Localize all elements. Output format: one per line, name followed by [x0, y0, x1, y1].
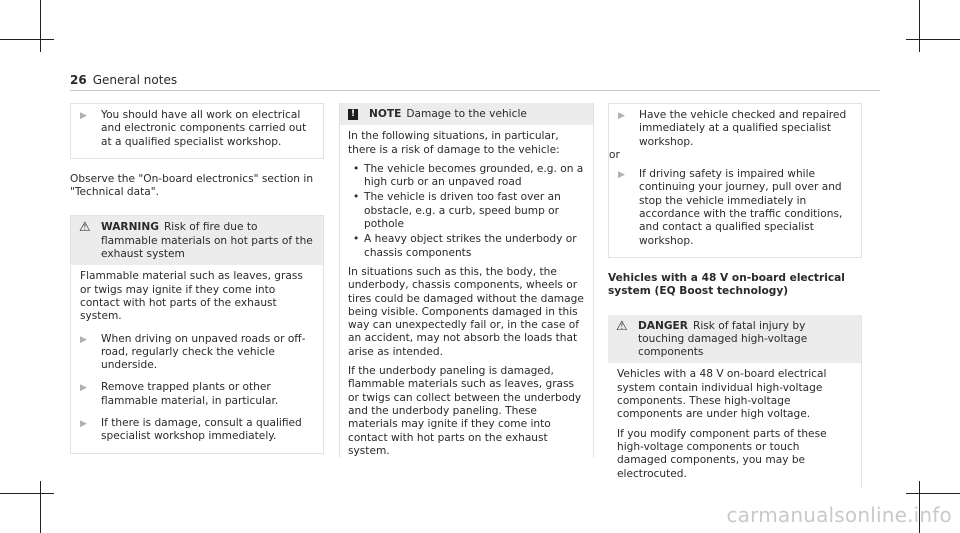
warning-box	[70, 215, 324, 453]
instruction-box	[70, 103, 324, 159]
step-text: Remove trapped plants or other flammable material, in particular.	[101, 381, 279, 407]
danger-header	[608, 315, 861, 364]
page-header	[70, 72, 177, 88]
note-paragraph: In situations such as this, the body, the underbody, chassis components, wheels or tires could be damaged without the damage being visible. Components damaged in this way can unexpectedly fail or, in the case of an accident, may not absorb the loads that arise as intended.	[348, 265, 584, 358]
crop-mark	[906, 39, 960, 40]
watermark-text: carmanualsonline.info	[726, 503, 952, 527]
header-divider	[70, 90, 880, 91]
note-signal-word: NOTE	[369, 108, 402, 120]
crop-mark	[0, 39, 54, 40]
step-arrow-icon: ▶	[80, 419, 87, 430]
instruction-step	[80, 109, 314, 149]
warning-header	[71, 216, 323, 265]
warning-step	[80, 381, 314, 408]
danger-paragraph: Vehicles with a 48 V on-board electrical system contain individual high-voltage components. These high-voltage components are under high voltage.	[617, 368, 827, 421]
warning-step	[80, 417, 314, 444]
note-heading: Damage to the vehicle	[406, 108, 527, 120]
step-text: When driving on unpaved roads or off-road, regularly check the vehicle underside.	[101, 332, 306, 372]
observe-text: Observe the "On-board electronics" section in "Technical data".	[70, 172, 314, 199]
danger-signal-word: DANGER	[638, 319, 688, 332]
note-intro: In the following situations, in particular, there is a risk of damage to the vehicle:	[348, 130, 560, 156]
or-text: or	[609, 148, 620, 161]
step-arrow-icon: ▶	[80, 383, 87, 394]
step-arrow-icon: ▶	[80, 334, 87, 345]
list-item: • The vehicle becomes grounded, e.g. on a high curb or an unpaved road	[348, 163, 584, 190]
list-item: • The vehicle is driven too fast over an obstacle, e.g. a curb, speed bump or pothole	[348, 191, 584, 231]
page-number: 26	[70, 73, 87, 87]
note-paragraph: If the underbody paneling is damaged, flammable materials such as leaves, grass or twigs can collect between the underbody and the underbody paneling. These materials may ignite if they come into contact with hot parts on the exhaust system.	[348, 365, 582, 457]
crop-mark	[40, 0, 41, 52]
column-middle	[339, 103, 593, 465]
crop-mark	[40, 481, 41, 533]
section-heading: Vehicles with a 48 V on-board electrical system (EQ Boost technology)	[608, 271, 845, 298]
step-arrow-icon: ▶	[618, 170, 625, 181]
danger-triangle-icon: ⚠	[616, 318, 628, 334]
warning-body-text: Flammable material such as leaves, grass or twigs may ignite if they come into contact with hot parts of the exhaust system.	[80, 270, 303, 323]
note-header	[339, 103, 593, 125]
column-divider	[339, 103, 340, 458]
warning-heading: Risk of fire due to flammable materials on hot parts of the exhaust system	[101, 221, 313, 261]
warning-triangle-icon: ⚠	[79, 220, 91, 236]
danger-box	[608, 315, 862, 488]
note-bullet-list	[348, 163, 584, 260]
danger-paragraph: If you modify component parts of these high-voltage components or touch damaged components, you may be electrocuted.	[617, 427, 827, 480]
section-title: General notes	[92, 73, 178, 87]
instruction-box	[608, 103, 862, 258]
step-text: You should have all work on electrical and electronic components carried out at a qualified specialist workshop.	[101, 109, 307, 148]
column-left	[70, 103, 324, 454]
step-text: Have the vehicle checked and repaired immediately at a qualified specialist workshop.	[639, 109, 847, 148]
step-arrow-icon: ▶	[618, 111, 625, 121]
column-divider	[593, 103, 594, 458]
instruction-step	[618, 168, 852, 248]
warning-signal-word: WARNING	[101, 221, 159, 234]
instruction-step	[618, 109, 852, 149]
step-arrow-icon: ▶	[80, 111, 87, 121]
step-text: If there is damage, consult a qualified specialist workshop immediately.	[101, 417, 302, 443]
step-text: If driving safety is impaired while continuing your journey, pull over and stop the vehicle immediately in accordance with the traffic conditions, and contact a qualified specialist workshop.	[639, 168, 843, 247]
crop-mark	[919, 0, 920, 52]
warning-step	[80, 333, 314, 373]
note-exclamation-icon: !	[348, 109, 358, 120]
note-box	[339, 103, 593, 465]
crop-mark	[0, 493, 54, 494]
column-right	[608, 103, 862, 488]
crop-mark	[906, 493, 960, 494]
danger-heading: Risk of fatal injury by touching damaged high-voltage components	[638, 319, 808, 359]
list-item: • A heavy object strikes the underbody or chassis components	[348, 233, 584, 260]
